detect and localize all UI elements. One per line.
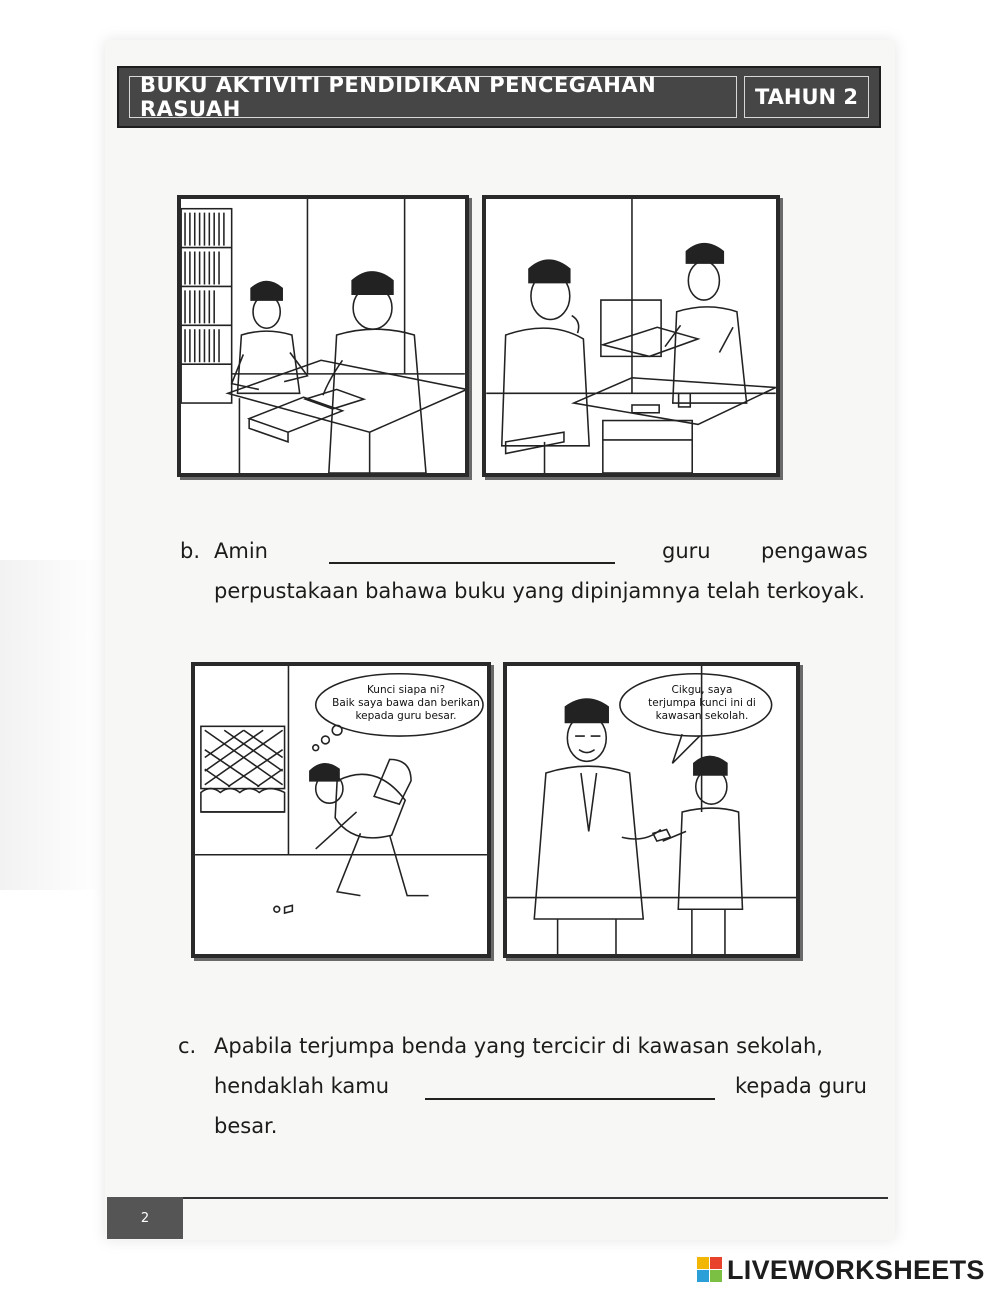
year-label: TAHUN 2: [744, 76, 869, 118]
speech-bubble-text: [627, 684, 777, 723]
comic-panel-report: [482, 195, 780, 477]
question-b-pengawas: pengawas: [761, 539, 868, 563]
question-c-line3: besar.: [214, 1114, 278, 1138]
thought-line-3: kepada guru besar.: [355, 710, 457, 722]
question-b-line2: perpustakaan bahawa buku yang dipinjamnya telah terkoyak.: [214, 579, 866, 603]
book-title: BUKU AKTIVITI PENDIDIKAN PENCEGAHAN RASUAH: [129, 76, 737, 118]
question-b-guru: guru: [662, 539, 711, 563]
speech-line-2: terjumpa kunci ini di: [648, 697, 756, 709]
question-b-start: Amin: [214, 539, 268, 563]
comic-panel-return-key: [503, 662, 800, 958]
logo-square-1: [697, 1257, 709, 1269]
question-c-letter: c.: [178, 1034, 197, 1058]
question-c-end: kepada guru: [735, 1074, 867, 1098]
question-b-letter: b.: [180, 539, 201, 563]
report-illustration: [486, 199, 776, 473]
thought-line-2: Baik saya bawa dan berikan: [332, 697, 480, 709]
logo-square-3: [697, 1270, 709, 1282]
question-c-line1: Apabila terjumpa benda yang tercicir di kawasan sekolah,: [214, 1034, 823, 1058]
page-header: [117, 66, 881, 128]
comic-panel-library: [177, 195, 469, 477]
footer-rule: [183, 1197, 888, 1199]
answer-b-input[interactable]: [329, 538, 615, 564]
speech-line-1: Cikgu, saya: [671, 684, 733, 696]
question-c-start: hendaklah kamu: [214, 1074, 390, 1098]
page-number: 2: [107, 1197, 183, 1239]
answer-c-input[interactable]: [425, 1074, 715, 1100]
thought-bubble-text: [321, 684, 491, 723]
liveworksheets-logo[interactable]: [697, 1256, 985, 1284]
thought-line-1: Kunci siapa ni?: [366, 684, 446, 696]
paper-shadow: [0, 560, 105, 890]
speech-line-3: kawasan sekolah.: [655, 710, 749, 722]
liveworksheets-icon: [697, 1257, 723, 1283]
library-illustration: [181, 199, 465, 473]
liveworksheets-wordmark: LIVEWORKSHEETS: [727, 1254, 985, 1285]
logo-square-4: [710, 1270, 722, 1282]
logo-square-2: [710, 1257, 722, 1269]
comic-panel-find-key: [191, 662, 491, 958]
